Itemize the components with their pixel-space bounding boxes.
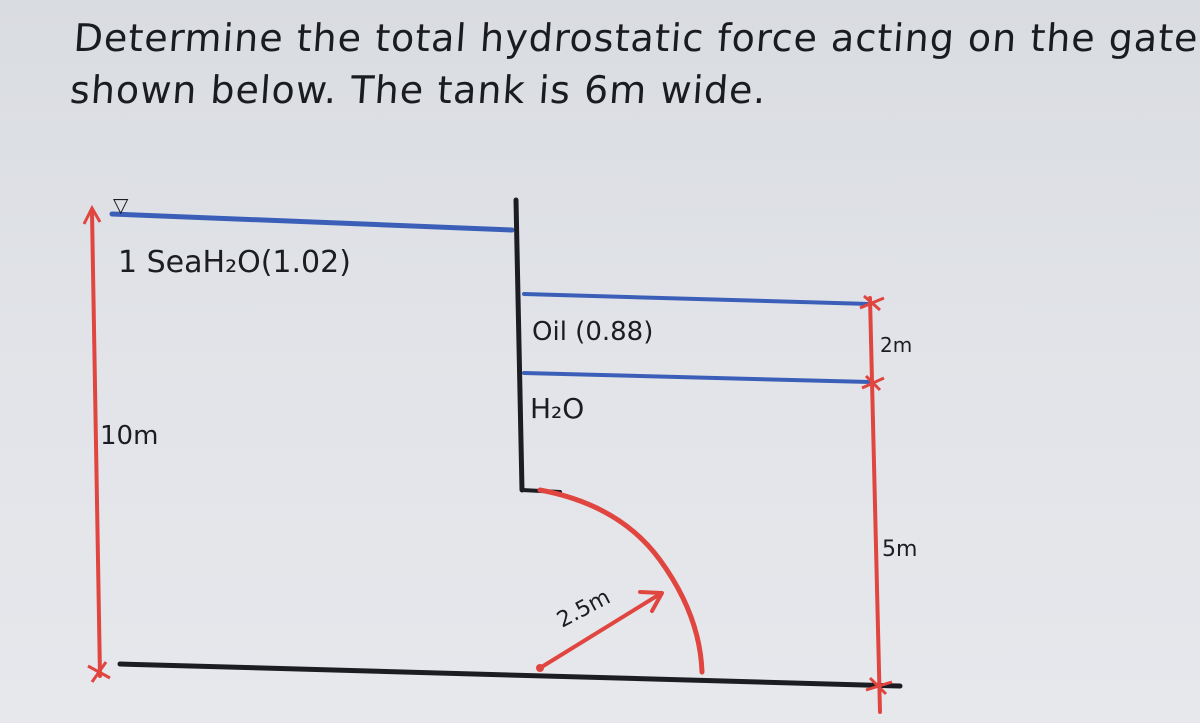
radius-label: 2.5m <box>553 584 615 634</box>
oil-surface-line <box>524 294 870 304</box>
right-depth-dimension-line <box>870 298 880 712</box>
water-label: H₂O <box>530 392 585 425</box>
oil-water-interface-line <box>524 373 870 382</box>
problem-line-1: Determine the total hydrostatic force acting on the gate <box>72 16 1200 60</box>
free-surface-symbol: ▽ <box>113 193 129 217</box>
left-depth-label: 10m <box>100 421 159 451</box>
curved-gate <box>540 490 702 672</box>
sea-water-surface-line <box>112 214 512 230</box>
problem-line-2: shown below. The tank is 6m wide. <box>68 68 769 112</box>
tank-dividing-wall <box>516 200 522 490</box>
tank-floor <box>120 664 900 686</box>
sea-water-label: 1 SeaH₂O(1.02) <box>118 245 351 280</box>
left-depth-dimension-line <box>92 212 100 676</box>
oil-depth-label: 2m <box>880 333 913 357</box>
gate-hinge-point <box>536 664 544 672</box>
oil-label: Oil (0.88) <box>532 317 654 347</box>
water-depth-label: 5m <box>882 537 918 562</box>
